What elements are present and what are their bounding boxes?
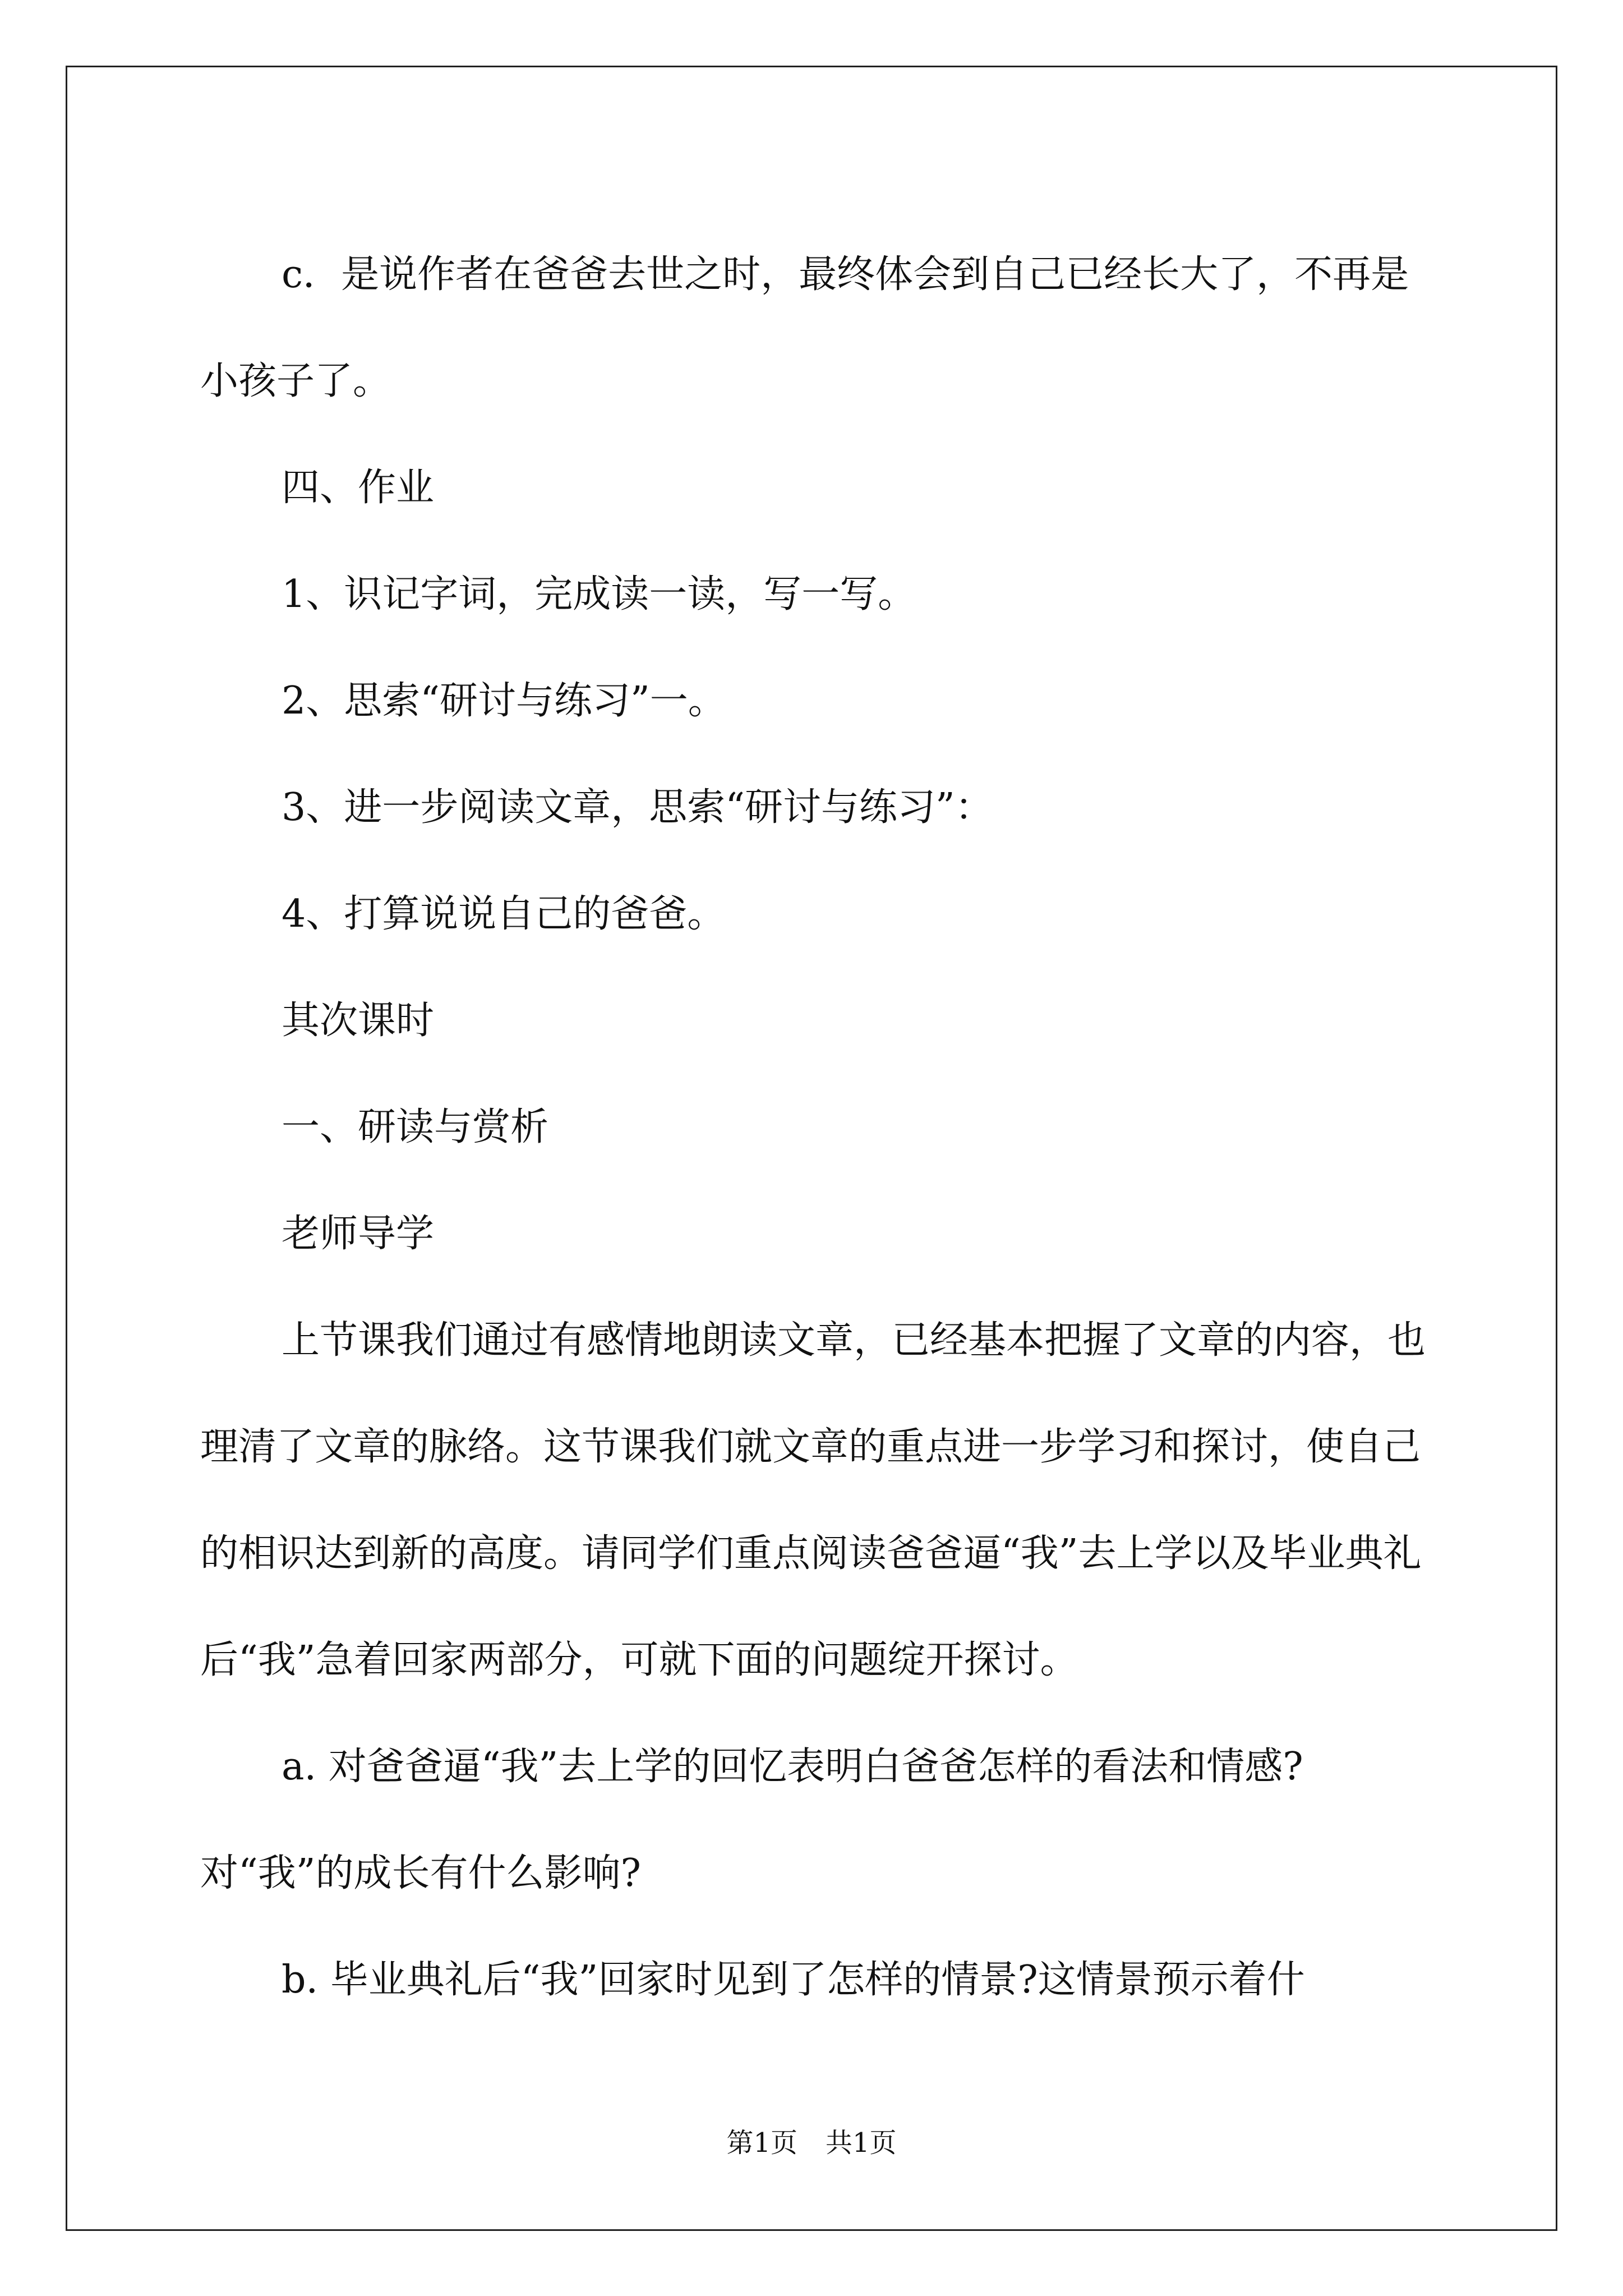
question-item: a. 对爸爸逼“我”去上学的回忆表明白爸爸怎样的看法和情感?对“我”的成长有什么影响? (200, 1745, 1303, 1895)
list-item: 4、打算说说自己的爸爸。 (282, 892, 726, 936)
question-item: b. 毕业典礼后“我”回家时见到了怎样的情景?这情景预示着什 (282, 1958, 1305, 2002)
document-body (200, 222, 1434, 2033)
page-number: 第1页 (726, 2127, 797, 2159)
list-item: 1、识记字词，完成读一读，写一写。 (282, 572, 916, 616)
section-heading: 其次课时 (282, 999, 435, 1043)
section-heading: 老师导学 (282, 1212, 435, 1256)
paragraph: c．是说作者在爸爸去世之时，最终体会到自己已经长大了，不再是小孩子了。 (200, 252, 1409, 403)
page-footer (0, 2126, 1623, 2160)
list-item: 3、进一步阅读文章，思索“研讨与练习”： (282, 785, 993, 830)
total-pages: 共1页 (826, 2127, 897, 2159)
section-heading: 一、研读与赏析 (282, 1105, 549, 1149)
section-heading: 四、作业 (282, 466, 435, 510)
paragraph: 上节课我们通过有感情地朗读文章，已经基本把握了文章的内容，也理清了文章的脉络。这节课我们就文章的重点进一步学习和探讨，使自己的相识达到新的高度。请同学们重点阅读爸爸逼“我”去上学以及毕业典礼后“我”急着回家两部分，可就下面的问题绽开探讨。 (200, 1318, 1426, 1682)
list-item: 2、思索“研讨与练习”一。 (282, 679, 726, 723)
